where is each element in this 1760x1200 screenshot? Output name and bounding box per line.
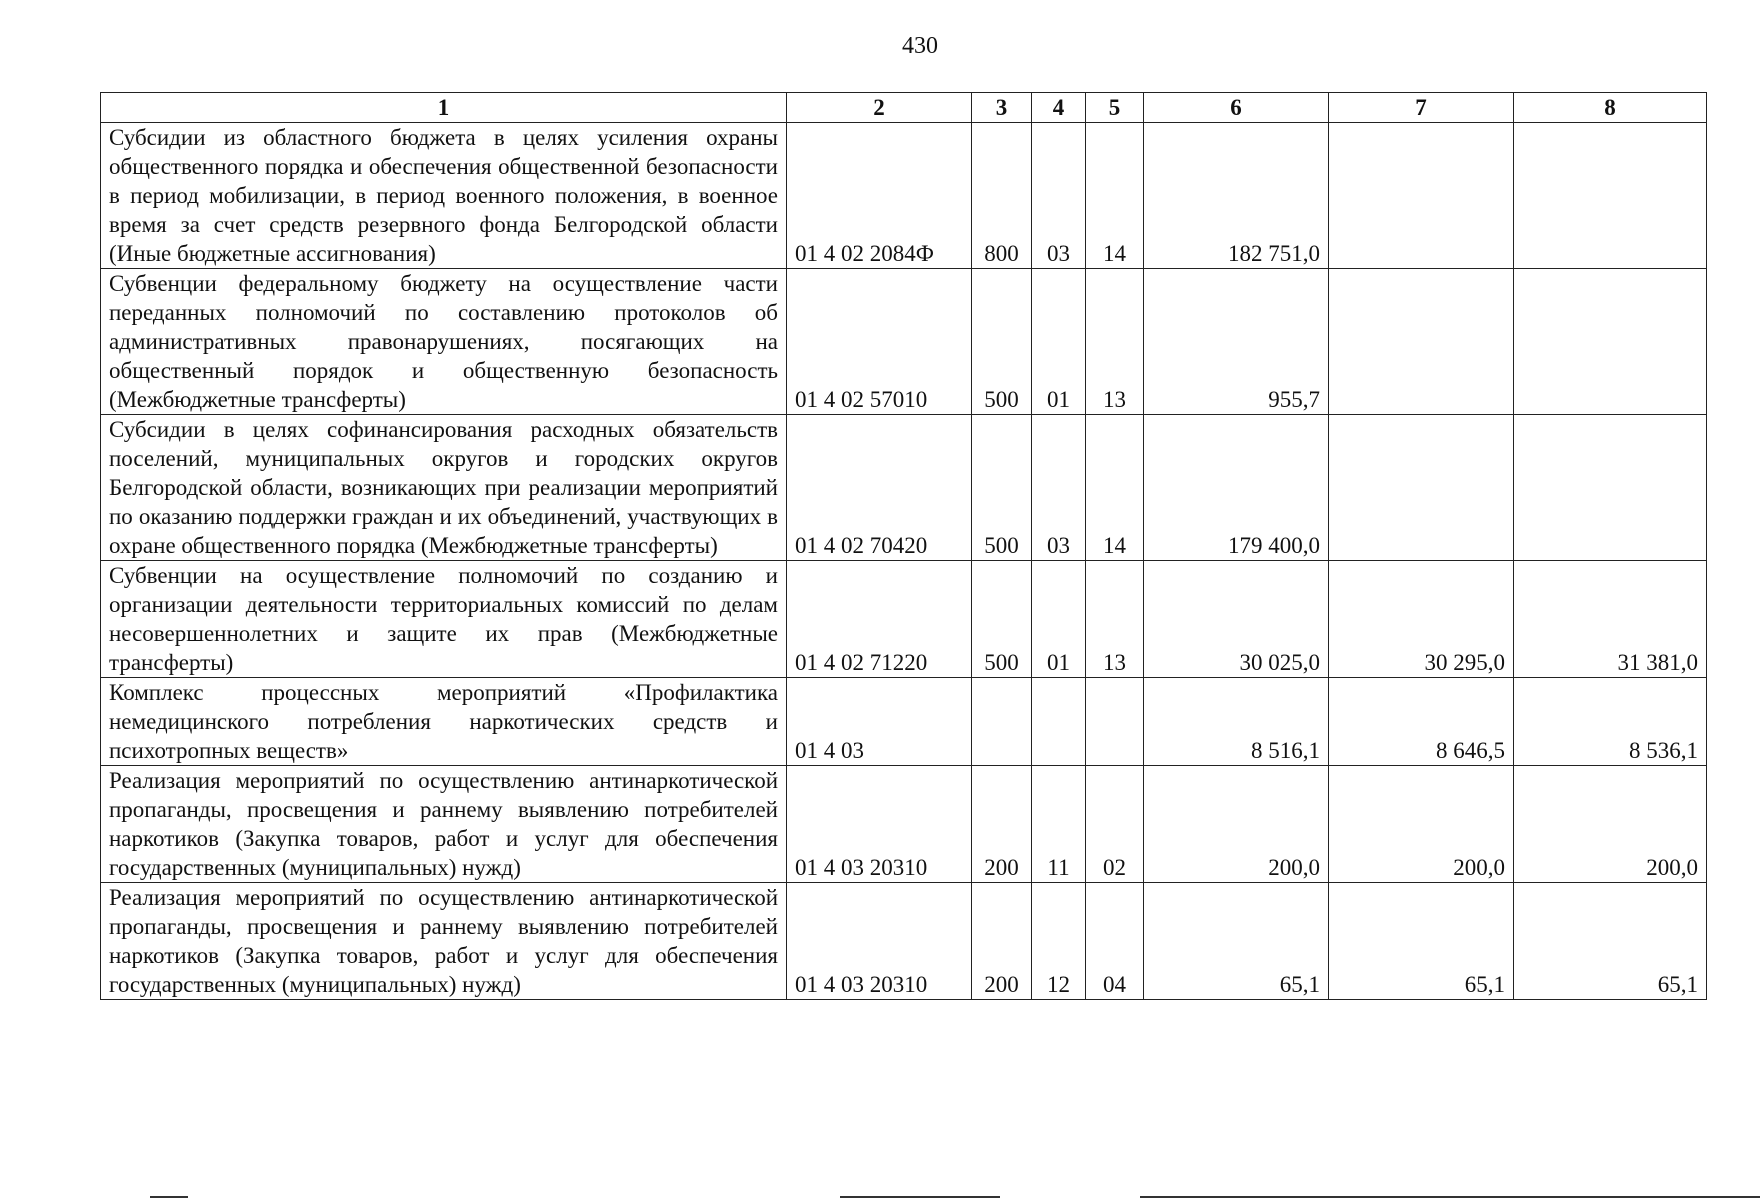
- row-code: 01 4 02 71220: [787, 561, 972, 678]
- row-col-5: 02: [1086, 766, 1144, 883]
- row-col-5: 13: [1086, 561, 1144, 678]
- row-col-3: [972, 678, 1032, 766]
- header-cell: 5: [1086, 93, 1144, 123]
- table-row: [101, 269, 1707, 415]
- table-row: [101, 123, 1707, 269]
- header-cell: 7: [1329, 93, 1514, 123]
- row-code: 01 4 02 57010: [787, 269, 972, 415]
- row-col-3: 200: [972, 766, 1032, 883]
- row-description: Субсидии из областного бюджета в целях усиления охраны общественного порядка и обеспечения общественной безопасности в период мобилизации, в период военного положения, в военное время за счет средств резервного фонда Белгородской области (Иные бюджетные ассигнования): [101, 123, 787, 269]
- row-amount-8: [1514, 269, 1707, 415]
- header-cell: 6: [1144, 93, 1329, 123]
- row-col-4: 03: [1032, 415, 1086, 561]
- row-amount-7: 30 295,0: [1329, 561, 1514, 678]
- row-description: Комплекс процессных мероприятий «Профилактика немедицинского потребления наркотических средств и психотропных веществ»: [101, 678, 787, 766]
- header-cell: 4: [1032, 93, 1086, 123]
- row-col-4: 11: [1032, 766, 1086, 883]
- row-col-5: [1086, 678, 1144, 766]
- row-description: Субвенции на осуществление полномочий по созданию и организации деятельности территориальных комиссий по делам несовершеннолетних и защите их прав (Межбюджетные трансферты): [101, 561, 787, 678]
- row-amount-6: 8 516,1: [1144, 678, 1329, 766]
- row-col-3: 500: [972, 561, 1032, 678]
- row-amount-8: 200,0: [1514, 766, 1707, 883]
- row-col-4: 01: [1032, 561, 1086, 678]
- row-amount-6: 182 751,0: [1144, 123, 1329, 269]
- header-cell: 3: [972, 93, 1032, 123]
- row-amount-7: 65,1: [1329, 883, 1514, 1000]
- table-row: [101, 561, 1707, 678]
- row-col-5: 14: [1086, 415, 1144, 561]
- row-code: 01 4 03 20310: [787, 883, 972, 1000]
- row-description: Реализация мероприятий по осуществлению антинаркотической пропаганды, просвещения и раннему выявлению потребителей наркотиков (Закупка товаров, работ и услуг для обеспечения государственных (муниципальных) нужд): [101, 766, 787, 883]
- row-amount-6: 179 400,0: [1144, 415, 1329, 561]
- row-amount-7: [1329, 123, 1514, 269]
- row-amount-6: 65,1: [1144, 883, 1329, 1000]
- bottom-rule-left: [150, 1196, 188, 1198]
- row-col-3: 200: [972, 883, 1032, 1000]
- row-amount-6: 955,7: [1144, 269, 1329, 415]
- row-amount-8: [1514, 123, 1707, 269]
- row-amount-8: 8 536,1: [1514, 678, 1707, 766]
- row-code: 01 4 03: [787, 678, 972, 766]
- row-col-3: 500: [972, 415, 1032, 561]
- bottom-rule-right: [1140, 1196, 1760, 1198]
- row-col-4: 03: [1032, 123, 1086, 269]
- row-col-5: 13: [1086, 269, 1144, 415]
- budget-table: [100, 92, 1707, 1000]
- table-row: [101, 766, 1707, 883]
- row-description: Субвенции федеральному бюджету на осуществление части переданных полномочий по составлению протоколов об административных правонарушениях, посягающих на общественный порядок и общественную безопасность (Межбюджетные трансферты): [101, 269, 787, 415]
- bottom-rule-center: [840, 1196, 1000, 1198]
- row-col-4: 01: [1032, 269, 1086, 415]
- header-cell: 8: [1514, 93, 1707, 123]
- row-amount-7: 8 646,5: [1329, 678, 1514, 766]
- row-amount-8: [1514, 415, 1707, 561]
- row-amount-6: 30 025,0: [1144, 561, 1329, 678]
- row-amount-7: 200,0: [1329, 766, 1514, 883]
- row-amount-7: [1329, 269, 1514, 415]
- row-col-5: 14: [1086, 123, 1144, 269]
- row-col-3: 800: [972, 123, 1032, 269]
- row-col-3: 500: [972, 269, 1032, 415]
- row-code: 01 4 02 2084Ф: [787, 123, 972, 269]
- row-description: Субсидии в целях софинансирования расходных обязательств поселений, муниципальных округов и городских округов Белгородской области, возникающих при реализации мероприятий по оказанию поддержки граждан и их объединений, участвующих в охране общественного порядка (Межбюджетные трансферты): [101, 415, 787, 561]
- row-code: 01 4 02 70420: [787, 415, 972, 561]
- row-col-5: 04: [1086, 883, 1144, 1000]
- header-cell: 1: [101, 93, 787, 123]
- table-row: [101, 415, 1707, 561]
- row-amount-6: 200,0: [1144, 766, 1329, 883]
- row-description: Реализация мероприятий по осуществлению антинаркотической пропаганды, просвещения и раннему выявлению потребителей наркотиков (Закупка товаров, работ и услуг для обеспечения государственных (муниципальных) нужд): [101, 883, 787, 1000]
- row-col-4: 12: [1032, 883, 1086, 1000]
- row-amount-8: 65,1: [1514, 883, 1707, 1000]
- row-code: 01 4 03 20310: [787, 766, 972, 883]
- row-amount-8: 31 381,0: [1514, 561, 1707, 678]
- table-row: [101, 883, 1707, 1000]
- header-cell: 2: [787, 93, 972, 123]
- page-number: 430: [902, 33, 938, 59]
- row-col-4: [1032, 678, 1086, 766]
- header-row: [101, 93, 1707, 123]
- row-amount-7: [1329, 415, 1514, 561]
- table-row: [101, 678, 1707, 766]
